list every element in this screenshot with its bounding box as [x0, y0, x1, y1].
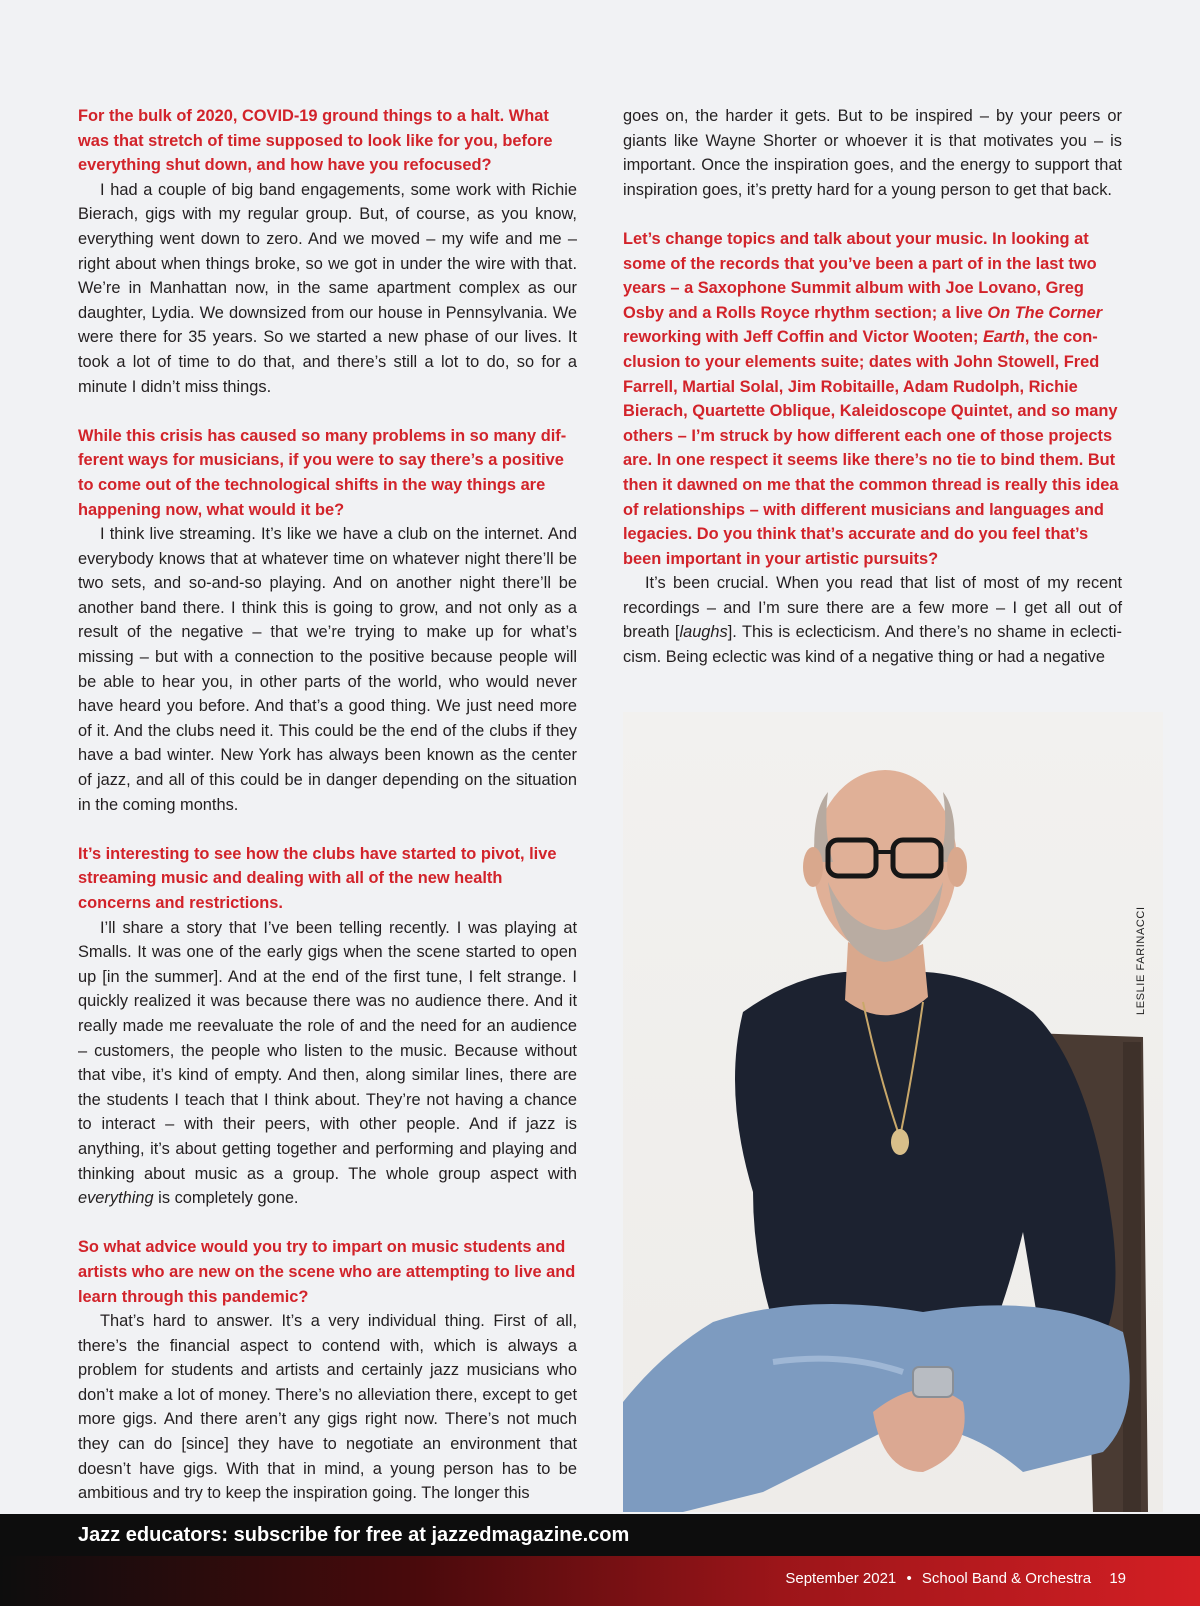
question-5: [623, 227, 1122, 571]
photo-credit: LESLIE FARINACCI: [1135, 906, 1147, 1015]
left-column: [78, 104, 577, 1506]
question-5-italic-1: On The Corner: [987, 303, 1103, 322]
question-2: While this crisis has caused so many problems in so many different ways for musicians, if you were to say there’s a positive to come out of the technological shifts in the way things are happening now, what would it be?: [78, 426, 567, 519]
answer-3-text: I’ll share a story that I’ve been telling recently. I was playing at Smalls. It was one of the early gigs when the scene started to open up [in the summer]. And at the end of the first tune, I felt strange. I quickly realized it was because there was no audience there. And it really made me reevaluate the role of and the need for an audience – customers, the people who listen to the music. Because without that vibe, it’s kind of empty. And then, along similar lines, there are the students I teach that I think about. They’re not having a chance to interact – with their peers, with other people. And if jazz is anything, it’s about getting together and performing and playing and thinking about music as a group. The whole group aspect with: [78, 918, 577, 1183]
answer-4: That’s hard to answer. It’s a very individual thing. First of all, there’s the financial aspect to contend with, which is always a problem for students and artists and certainly jazz musicians who don’t make a lot of money. There’s no alleviation there, except to get more gigs. And there aren’t any gigs right now. There’s not much they can do [since] they have to negotiate an environment that doesn’t have gigs. With that in mind, a young person has to be ambitious and try to keep the inspiration going. The longer this: [78, 1312, 577, 1503]
answer-5-italic: laughs: [679, 623, 728, 642]
answer-5-end: ]. This is eclecticism. And there’s no shame in eclecticism. Being eclectic was kind of a negative thing or had a negative: [623, 623, 1122, 667]
subscribe-banner[interactable]: [0, 1514, 1200, 1556]
question-5-text-3: , the conclusion to your elements suite; dates with John Stowell, Fred Farrell, Martial Solal, Jim Robitaille, Adam Rudolph, Richie Bierach, Quartette Oblique, Kaleidoscope Quintet, and so many others – I’m struck by how different each one of those projects are. In one respect it seems like there’s no tie to bind them. But then it dawned on me that the common thread is really this idea of relationships – with different musicians and languages and legacies. Do you think that’s accurate and do you feel that’s been important in your artistic pursuits?: [623, 328, 1119, 568]
question-5-text-2: reworking with Jeff Coffin and Victor Wooten;: [623, 328, 983, 347]
footer-text: [779, 1570, 1126, 1587]
page-footer: [0, 1556, 1200, 1606]
right-column: [623, 104, 1122, 670]
subscribe-text: Jazz educators: subscribe for free at jazzedmagazine.com: [78, 1524, 630, 1546]
answer-2: I think live streaming. It’s like we have a club on the internet. And everybody knows that at whatever time on whatever night there’ll be two sets, and so-and-so playing. And on another night there’ll be another band there. I think this is going to grow, and not only as a result of the negative – that we’re trying to make up for what’s missing – but with a connection to the positive because people will be able to hear you, in other parts of the world, who would never have heard you before. And that’s a good thing. We just need more of it. And the clubs need it. This could be the end of the clubs if they have a bad winter. New York has always been known as the center of jazz, and all of this could be in danger depending on the situation in the coming months.: [78, 525, 577, 814]
answer-5: [623, 571, 1122, 669]
footer-date: September 2021: [785, 1570, 897, 1587]
answer-5-text: It’s been crucial. When you read that list of most of my recent recordings – and I’m sure there are a few more – I get all out of breath [: [623, 574, 1122, 642]
answer-3-end: is completely gone.: [153, 1189, 299, 1208]
answer-3: [78, 916, 577, 1211]
footer-separator: •: [906, 1570, 912, 1587]
question-3: It’s interesting to see how the clubs have started to pivot, live streaming music and dealing with all of the new health concerns and restrictions.: [78, 844, 557, 912]
page-number: 19: [1109, 1570, 1126, 1587]
answer-1: I had a couple of big band engagements, some work with Richie Bierach, gigs with my regular group. But, of course, as you know, everything went down to zero. And we moved – my wife and me – right about when things broke, so we got in under the wire with that. We’re in Manhattan now, in the same apartment complex as our daughter, Lydia. We downsized from our house in Pennsylvania. We were there for 35 years. So we started a new phase of our lives. It took a lot of time to do that, and there’s still a lot to do, so for a minute I didn’t miss things.: [78, 180, 577, 396]
footer-publication: School Band & Orchestra: [921, 1570, 1092, 1587]
answer-4-continued: goes on, the harder it gets. But to be inspired – by your peers or giants like Wayne Shorter or whoever it is that motivates you – is important. Once the inspiration goes, and the energy to support that inspiration goes, it’s pretty hard for a young person to get that back.: [623, 107, 1122, 199]
answer-3-italic: everything: [78, 1189, 154, 1208]
question-5-text-1: Let’s change topics and talk about your music. In looking at some of the records that you’ve been a part of in the last two years – a Saxophone Summit album with Joe Lovano, Greg Osby and a Rolls Royce rhythm section; a live: [623, 229, 1097, 322]
question-1: For the bulk of 2020, COVID-19 ground things to a halt. What was that stretch of time supposed to look like for you, before everything shut down, and how have you refocused?: [78, 107, 553, 175]
question-4: So what advice would you try to impart on music students and artists who are new on the scene who are attempting to live and learn through this pandemic?: [78, 1238, 576, 1306]
portrait-photo: [623, 712, 1163, 1512]
portrait-illustration: [623, 712, 1163, 1512]
question-5-italic-2: Earth: [983, 328, 1025, 347]
